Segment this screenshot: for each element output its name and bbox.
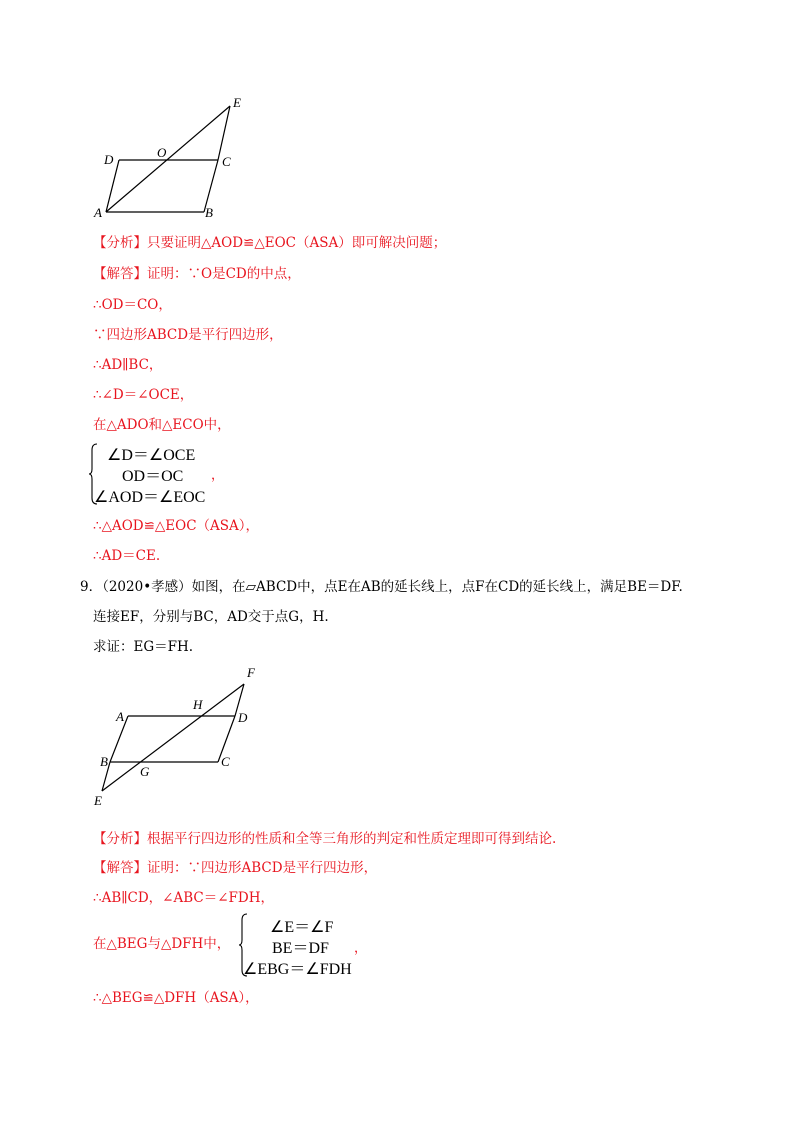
system-comma: ， [211, 468, 225, 483]
label-E: E [94, 793, 102, 808]
label-C: C [221, 754, 230, 769]
system-row: ∠EBG＝∠FDH [243, 961, 352, 978]
label-H: H [193, 697, 203, 712]
proof-line: 在△BEG与△DFH中， [93, 936, 231, 952]
system-row: ∠E＝∠F [270, 919, 334, 936]
problem-9-statement: 9．（2020•孝感）如图，在▱ABCD中，点E在AB的延长线上，点F在CD的延长线上，满足BE＝DF. [80, 579, 683, 595]
proof-line: ∴AB∥CD，∠ABC＝∠FDH， [93, 890, 274, 906]
figure-parallelogram-2 [90, 664, 270, 810]
label-O: O [157, 145, 167, 160]
proof-line: ∴∠D＝∠OCE， [93, 387, 194, 403]
proof-line: ∴OD＝CO， [93, 297, 172, 313]
proof-line: 在△ADO和△ECO中， [93, 417, 231, 433]
proof-conclusion: ∴AD＝CE. [93, 548, 161, 564]
proof-line: ∴△AOD≌△EOC（ASA）， [93, 518, 260, 534]
label-B: B [205, 205, 213, 220]
system-row: ∠AOD＝∠EOC [94, 489, 206, 506]
problem-9-statement: 连接EF，分别与BC，AD交于点G，H. [93, 609, 329, 625]
answer-text: 【解答】证明：∵四边形ABCD是平行四边形， [93, 860, 378, 876]
problem-9-goal: 求证：EG＝FH. [93, 639, 194, 655]
system-row: OD＝OC [122, 468, 184, 485]
segment-AD [106, 160, 119, 212]
answer-text: 【解答】证明：∵O是CD的中点， [93, 266, 301, 282]
analysis-text: 【分析】根据平行四边形的性质和全等三角形的判定和性质定理即可得到结论. [93, 831, 557, 847]
label-D: D [104, 152, 114, 167]
segment-AE [106, 106, 230, 212]
label-F: F [247, 665, 255, 680]
system-row: ∠D＝∠OCE [107, 447, 196, 464]
label-D: D [238, 710, 248, 725]
equation-system [88, 442, 228, 506]
segment-EF [102, 684, 244, 791]
label-A: A [116, 709, 124, 724]
equation-system [238, 912, 368, 978]
system-row: BE＝DF [272, 940, 329, 957]
label-E: E [233, 95, 241, 110]
analysis-text: 【分析】只要证明△AOD≌△EOC（ASA）即可解决问题； [93, 235, 447, 251]
label-A: A [94, 205, 102, 220]
label-C: C [222, 154, 231, 169]
label-G: G [140, 764, 150, 779]
system-comma: ， [354, 941, 368, 956]
proof-line: ∴△BEG≌△DFH（ASA）， [93, 990, 259, 1006]
proof-line: ∴AD∥BC， [93, 357, 163, 373]
label-B: B [100, 754, 108, 769]
figure-parallelogram-1 [85, 90, 255, 225]
proof-line: ∵四边形ABCD是平行四边形， [93, 327, 283, 343]
